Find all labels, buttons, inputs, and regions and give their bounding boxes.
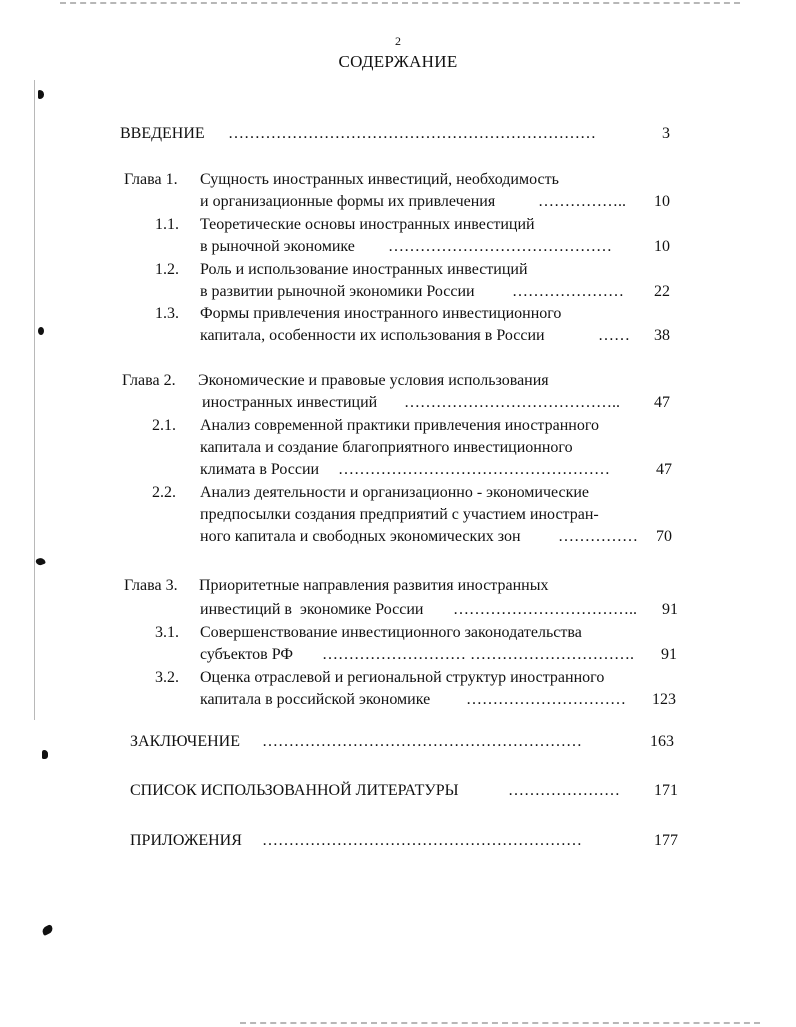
toc-dots: ……………	[558, 528, 638, 545]
chapter-label: Глава 3.	[124, 577, 178, 594]
toc-dots: …………………………………..	[404, 394, 620, 411]
toc-dots: …………………	[508, 782, 620, 799]
punch-mark	[38, 327, 44, 335]
toc-page: 123	[652, 691, 676, 708]
punch-mark	[42, 750, 48, 759]
punch-mark	[38, 90, 44, 99]
page-number: 2	[395, 34, 401, 48]
section-title: ного капитала и свободных экономических зон	[200, 528, 521, 545]
chapter-label: Глава 2.	[122, 372, 176, 389]
toc-label: ВВЕДЕНИЕ	[120, 125, 205, 142]
toc-dots: ……………………………………	[388, 238, 612, 255]
section-title: Теоретические основы иностранных инвестиций	[200, 216, 535, 233]
scan-edge-top	[60, 2, 740, 6]
toc-dots: ……………………………..	[453, 601, 637, 618]
toc-page: 177	[654, 832, 678, 849]
punch-mark	[35, 557, 46, 567]
toc-dots: ……	[598, 327, 630, 344]
chapter-label: Глава 1.	[124, 171, 178, 188]
section-title: в развитии рыночной экономики России	[200, 283, 475, 300]
punch-mark	[41, 924, 54, 936]
toc-label: ЗАКЛЮЧЕНИЕ	[130, 733, 240, 750]
toc-page: 70	[656, 528, 672, 545]
binding-shadow	[34, 80, 35, 720]
toc-label: СПИСОК ИСПОЛЬЗОВАННОЙ ЛИТЕРАТУРЫ	[130, 782, 459, 799]
toc-page: 22	[654, 283, 670, 300]
toc-page: 163	[650, 733, 674, 750]
section-title: Оценка отраслевой и региональной структур иностранного	[200, 669, 605, 686]
toc-page: 91	[661, 646, 677, 663]
scan-edge-bottom	[240, 1022, 760, 1026]
section-title: капитала в российской экономике	[200, 691, 431, 708]
section-title: капитала и создание благоприятного инвестиционного	[200, 439, 573, 456]
section-title: в рыночной экономике	[200, 238, 355, 255]
section-title: Совершенствование инвестиционного законодательства	[200, 624, 582, 641]
toc-dots: ……………………………………………………	[262, 832, 582, 849]
section-title: капитала, особенности их использования в России	[200, 327, 545, 344]
toc-dots: …………………………	[466, 691, 626, 708]
chapter-title: Экономические и правовые условия использования	[198, 372, 549, 389]
toc-page: 10	[654, 193, 670, 210]
toc-page: 47	[656, 461, 672, 478]
chapter-title: инвестиций в экономике России	[200, 601, 424, 618]
toc-dots: ……………………… ………………………….	[322, 646, 634, 663]
section-title: Анализ современной практики привлечения иностранного	[200, 417, 600, 434]
section-title: Формы привлечения иностранного инвестиционного	[200, 305, 562, 322]
section-number: 1.3.	[155, 305, 179, 322]
toc-page: 3	[662, 125, 670, 142]
chapter-title: иностранных инвестиций	[202, 394, 378, 411]
section-title: климата в России	[200, 461, 320, 478]
section-number: 3.2.	[155, 669, 179, 686]
section-number: 2.2.	[152, 484, 176, 501]
chapter-title: Сущность иностранных инвестиций, необходимость	[200, 171, 559, 188]
toc-page: 47	[654, 394, 670, 411]
chapter-title: Приоритетные направления развития иностранных	[199, 577, 549, 594]
toc-dots: ……………………………………………………	[262, 733, 582, 750]
toc-page: 38	[654, 327, 670, 344]
toc-dots: …………………	[512, 283, 624, 300]
chapter-title: и организационные формы их привлечения	[200, 193, 496, 210]
toc-page: 10	[654, 238, 670, 255]
toc-dots: ……………..	[538, 193, 626, 210]
section-title: Роль и использование иностранных инвестиций	[200, 261, 528, 278]
section-title: предпосылки создания предприятий с участием иностран-	[200, 506, 599, 523]
toc-label: ПРИЛОЖЕНИЯ	[130, 832, 242, 849]
section-number: 1.1.	[155, 216, 179, 233]
toc-dots: ……………………………………………	[338, 461, 610, 478]
section-title: Анализ деятельности и организационно - экономические	[200, 484, 590, 501]
section-number: 1.2.	[155, 261, 179, 278]
section-number: 3.1.	[155, 624, 179, 641]
toc-page: 171	[654, 782, 678, 799]
toc-page: 91	[662, 601, 678, 618]
section-title: субъектов РФ	[200, 646, 293, 663]
toc-dots: ……………………………………………………………	[228, 125, 596, 142]
section-number: 2.1.	[152, 417, 176, 434]
page-title: СОДЕРЖАНИЕ	[338, 52, 458, 71]
